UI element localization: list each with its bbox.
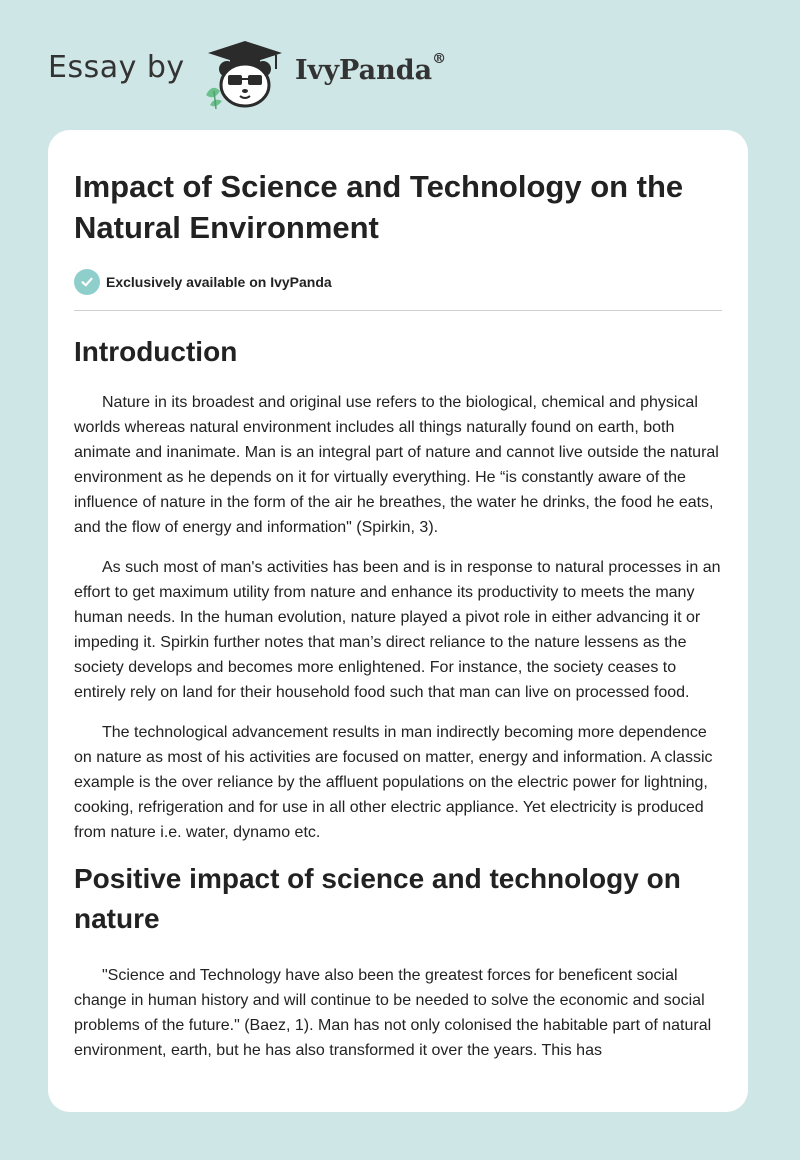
exclusive-badge [74, 269, 722, 295]
essay-title: Impact of Science and Technology on the Natural Environment [74, 169, 684, 245]
check-icon [74, 269, 100, 295]
section-heading-introduction: Introduction [74, 336, 238, 367]
brand-name[interactable] [295, 51, 447, 86]
paragraph: "Science and Technology have also been the greatest forces for beneficent social change in human history and will continue to be needed to solve the economic and social problems of the future." (Baez, 1). Man has not only colonised the habitable part of natural environment, earth, but he has also transformed it over the years. This has [74, 967, 712, 1059]
essay-card [48, 130, 748, 1112]
paragraph: The technological advancement results in man indirectly becoming more dependence on nature as most of his activities are focused on matter, energy and information. A classic example is the over reliance by the affluent populations on the electric power for lightning, cooking, refrigeration and for use in all other electric appliance. Yet electricity is produced from nature i.e. water, dynamo etc. [74, 724, 713, 841]
paragraph: Nature in its broadest and original use refers to the biological, chemical and physical worlds whereas natural environment includes all things naturally found on earth, both animate and inanimate. Man is an integral part of nature and cannot live outside the natural environment as he depends on it for virtually everything. He “is constantly aware of the influence of nature in the form of the air he breathes, the water he drinks, the food he eats, and the flow of energy and information" (Spirkin, 3). [74, 394, 719, 536]
section-heading-positive-impact: Positive impact of science and technology on nature [74, 863, 681, 934]
title-divider [74, 310, 722, 311]
brand-text: IvyPanda [295, 55, 433, 86]
essay-by-label: Essay by [48, 50, 185, 85]
ivypanda-logo[interactable] [200, 35, 290, 110]
exclusive-label: Exclusively available on IvyPanda [106, 274, 332, 290]
paragraph: As such most of man's activities has been and is in response to natural processes in an effort to get maximum utility from nature and enhance its productivity to meets the many human needs. In the human evolution, nature played a pivot role in either advancing it or impeding it. Spirkin further notes that man’s direct reliance to the nature lessens as the society develops and becomes more enlightened. For instance, the society ceases to entirely rely on land for their household food such that man can live on processed food. [74, 559, 721, 701]
registered-mark: ® [432, 51, 447, 67]
site-header [0, 0, 800, 130]
